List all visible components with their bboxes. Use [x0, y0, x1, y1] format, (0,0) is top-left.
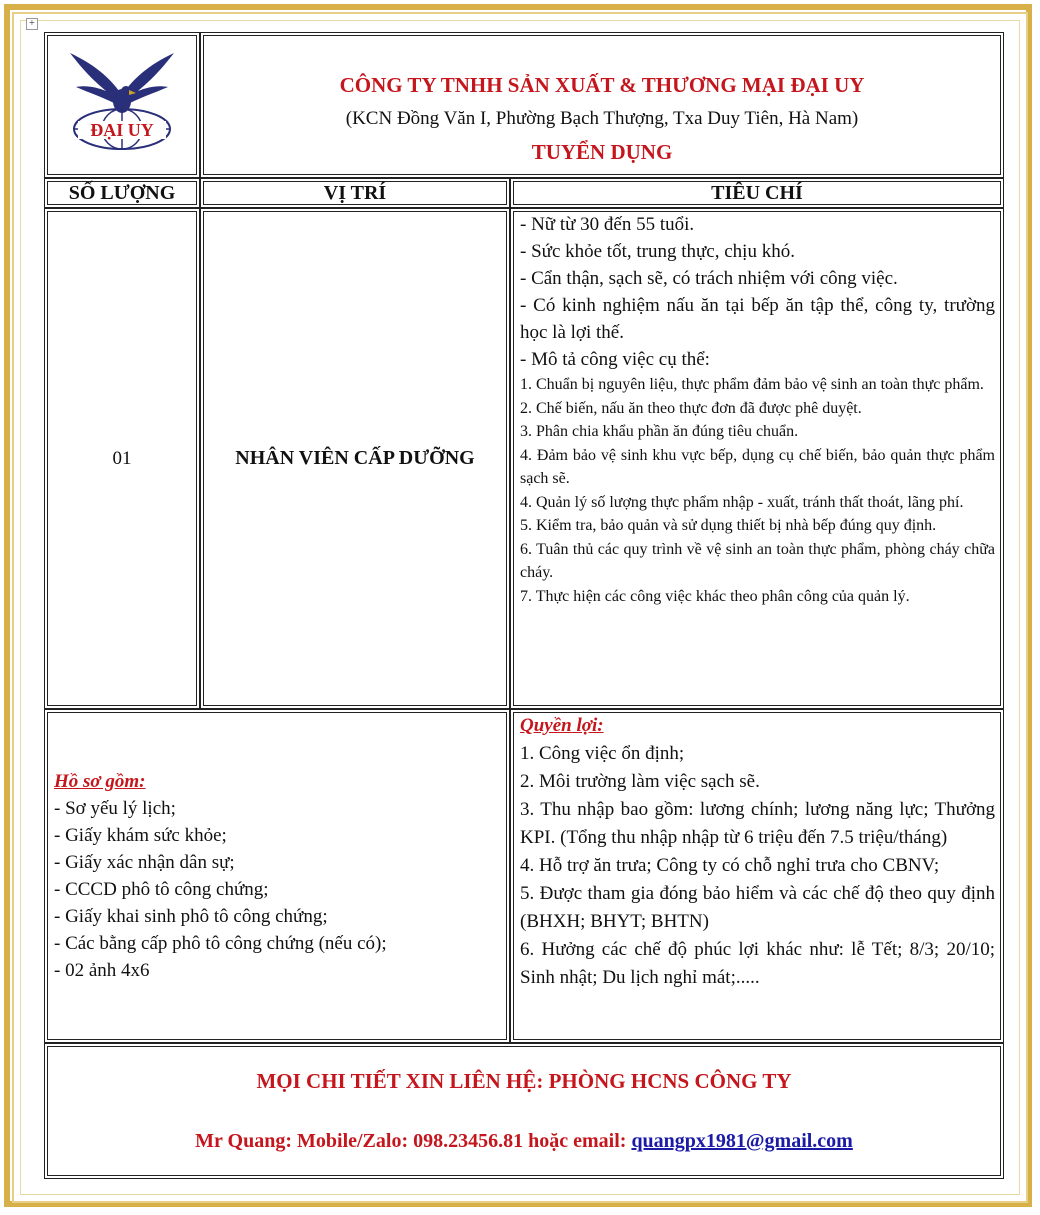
- contact-person-text: Mr Quang: Mobile/Zalo: 098.23456.81 hoặc email:: [195, 1130, 632, 1152]
- benefits-title: Quyền lợi:: [520, 715, 604, 736]
- document-item: - CCCD phô tô công chứng;: [54, 879, 269, 900]
- document-item: - Giấy xác nhận dân sự;: [54, 852, 235, 873]
- benefit-item: 3. Thu nhập bao gồm: lương chính; lương năng lực; Thưởng KPI. (Tổng thu nhập nhập từ 6 triệu đến 7.5 triệu/tháng): [520, 799, 995, 848]
- logo-text: ĐẠI UY: [90, 119, 154, 140]
- hiring-title: TUYỂN DỤNG: [531, 140, 673, 164]
- duty-item: 2. Chế biến, nấu ăn theo thực đơn đã được phê duyệt.: [520, 399, 862, 417]
- criteria-item: - Sức khỏe tốt, trung thực, chịu khó.: [520, 241, 795, 262]
- table-anchor-icon[interactable]: +: [26, 18, 38, 30]
- col-header-position: VỊ TRÍ: [200, 178, 510, 208]
- benefit-item: 2. Môi trường làm việc sạch sẽ.: [520, 771, 760, 792]
- documents-title: Hồ sơ gồm:: [54, 771, 146, 792]
- criteria-item: - Nữ từ 30 đến 55 tuổi.: [520, 214, 695, 235]
- job-quantity: 01: [44, 208, 200, 709]
- criteria-item: - Cẩn thận, sạch sẽ, có trách nhiệm với công việc.: [520, 268, 898, 289]
- document-item: - Giấy khai sinh phô tô công chứng;: [54, 906, 328, 927]
- eagle-logo-icon: [62, 43, 182, 163]
- benefits: [510, 709, 1004, 1043]
- benefit-item: 4. Hỗ trợ ăn trưa; Công ty có chỗ nghỉ trưa cho CBNV;: [520, 855, 940, 876]
- job-criteria: [510, 208, 1004, 709]
- contact-person: [45, 1130, 1003, 1153]
- company-name: CÔNG TY TNHH SẢN XUẤT & THƯƠNG MẠI ĐẠI UY: [339, 73, 865, 97]
- benefit-item: 6. Hưởng các chế độ phúc lợi khác như: lễ Tết; 8/3; 20/10; Sinh nhật; Du lịch nghỉ mát;.....: [520, 939, 995, 988]
- duty-item: 6. Tuân thủ các quy trình về vệ sinh an toàn thực phẩm, phòng cháy chữa cháy.: [520, 540, 995, 581]
- logo-cell: [44, 32, 200, 178]
- document-item: - Giấy khám sức khỏe;: [54, 825, 227, 846]
- duty-item: 3. Phân chia khẩu phần ăn đúng tiêu chuẩn.: [520, 423, 799, 440]
- document-item: - Các bằng cấp phô tô công chứng (nếu có);: [54, 933, 387, 954]
- duty-item: 1. Chuẩn bị nguyên liệu, thực phẩm đảm bảo vệ sinh an toàn thực phẩm.: [520, 376, 984, 393]
- criteria-item: - Mô tả công việc cụ thể:: [520, 349, 710, 370]
- email-link[interactable]: quangpx1981@gmail.com: [631, 1130, 853, 1152]
- document-item: - 02 ảnh 4x6: [54, 960, 150, 981]
- benefit-item: 5. Được tham gia đóng bảo hiểm và các chế độ theo quy định (BHXH; BHYT; BHTN): [520, 883, 995, 932]
- recruitment-table: [44, 32, 1004, 1179]
- col-header-criteria: TIÊU CHÍ: [510, 178, 1004, 208]
- contact-line: MỌI CHI TIẾT XIN LIÊN HỆ: PHÒNG HCNS CÔNG TY: [256, 1069, 792, 1093]
- contact-footer: [44, 1043, 1004, 1179]
- title-cell: [200, 32, 1004, 178]
- col-header-quantity: SỐ LƯỢNG: [44, 178, 200, 208]
- document-item: - Sơ yếu lý lịch;: [54, 798, 176, 819]
- criteria-item: - Có kinh nghiệm nấu ăn tại bếp ăn tập thể, công ty, trường học là lợi thế.: [520, 295, 995, 343]
- duty-item: 4. Quản lý số lượng thực phẩm nhập - xuất, tránh thất thoát, lãng phí.: [520, 493, 964, 511]
- recruitment-document: [44, 32, 1004, 1179]
- duty-item: 4. Đảm bảo vệ sinh khu vực bếp, dụng cụ chế biến, bảo quản thực phẩm sạch sẽ.: [520, 446, 995, 487]
- duty-item: 5. Kiểm tra, bảo quản và sử dụng thiết bị nhà bếp đúng quy định.: [520, 517, 937, 534]
- company-address: (KCN Đồng Văn I, Phường Bạch Thượng, Txa Duy Tiên, Hà Nam): [345, 108, 859, 129]
- required-documents: [44, 709, 510, 1043]
- duty-item: 7. Thực hiện các công việc khác theo phân công của quản lý.: [520, 587, 910, 605]
- benefit-item: 1. Công việc ổn định;: [520, 743, 685, 764]
- job-position: NHÂN VIÊN CẤP DƯỠNG: [200, 208, 510, 709]
